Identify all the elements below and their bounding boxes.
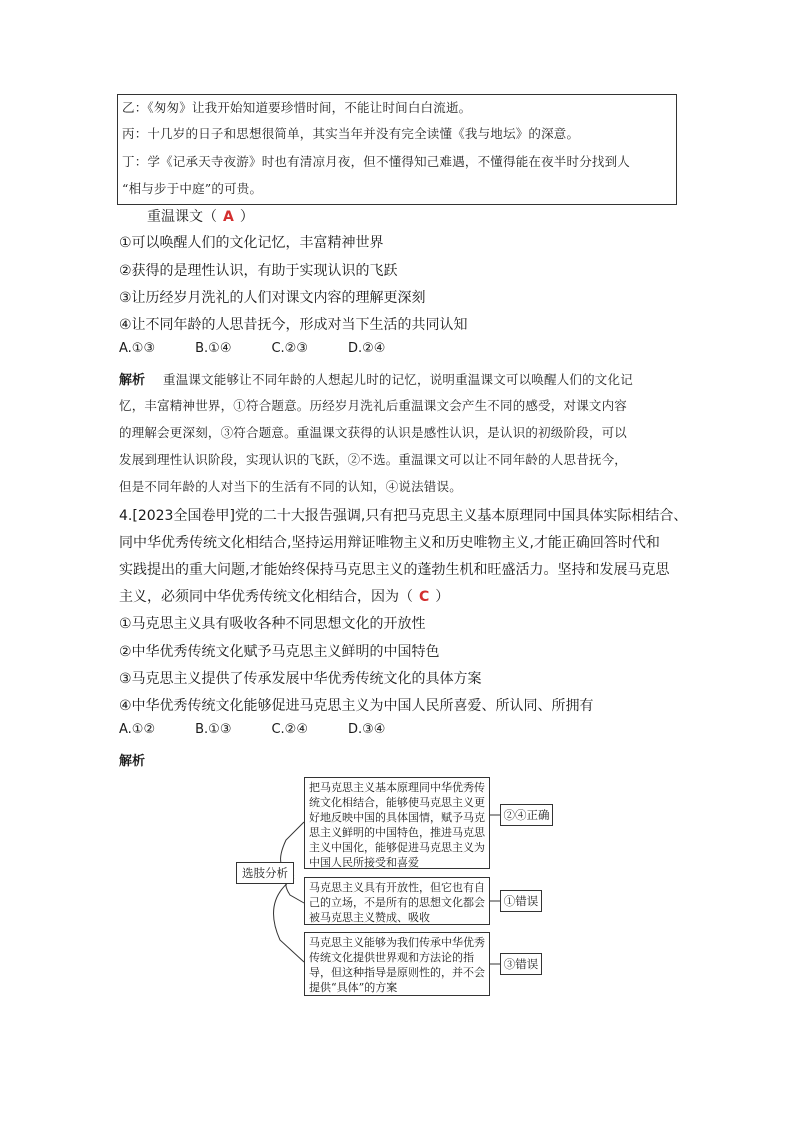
quote-line-ding-2: “相与步于中庭”的可贵。 [122, 181, 263, 196]
q3-analysis-label: 解析 [119, 373, 146, 388]
q4-item-2: ②中华优秀传统文化赋予马克思主义鲜明的中国特色 [119, 644, 440, 660]
q3-option-b: B.①④ [195, 341, 232, 356]
q3-analysis-line-3: 的理解会更深刻，③符合题意。重温课文获得的认识是感性认识，是认识的初级阶段，可以 [119, 425, 628, 440]
q4-stem-line-4: 主义，必须同中华优秀传统文化相结合，因为（ C ） [119, 589, 450, 605]
q3-option-a: A.①③ [119, 341, 156, 356]
connector-branch3 [274, 878, 304, 962]
q3-option-d: D.②④ [348, 341, 386, 356]
q4-item-4: ④中华优秀传统文化能够促进马克思主义为中国人民所喜爱、所认同、所拥有 [119, 698, 594, 714]
q3-analysis-line-5: 但是不同年龄的人对当下的生活有不同的认知，④说法错误。 [119, 479, 462, 494]
q4-option-a: A.①② [119, 722, 156, 737]
q3-item-3: ③让历经岁月洗礼的人们对课文内容的理解更深刻 [119, 290, 426, 306]
q3-analysis-line-4: 发展到理性认识阶段，实现认识的飞跃，②不选。重温课文可以让不同年龄的人思昔抚今， [119, 452, 628, 467]
q4-analysis-label: 解析 [119, 754, 146, 769]
diagram-branch3-box: 马克思主义能够为我们传承中华优秀传统文化提供世界观和方法论的指导，但这种指导是原则性的，并不会提供“具体”的方案 [304, 932, 490, 996]
diagram-branch3-label: ③错误 [500, 953, 542, 975]
diagram-branch1-box: 把马克思主义基本原理同中华优秀传统文化相结合，能够使马克思主义更好地反映中国的具体国情，赋予马克思主义鲜明的中国特色，推进马克思主义中国化，能够促进马克思主义为中国人民所接受和喜爱 [304, 777, 490, 869]
q4-answer: C [419, 589, 430, 605]
q3-item-1: ①可以唤醒人们的文化记忆，丰富精神世界 [119, 235, 384, 251]
q4-item-1: ①马克思主义具有吸收各种不同思想文化的开放性 [119, 616, 426, 632]
q3-item-2: ②获得的是理性认识，有助于实现认识的飞跃 [119, 263, 398, 279]
q4-stem-line-3: 实践提出的重大问题,才能始终保持马克思主义的蓬勃生机和旺盛活力。坚持和发展马克思 [119, 562, 670, 578]
quote-line-yi: 乙：《匆匆》让我开始知道要珍惜时间，不能让时间白白流逝。 [122, 100, 472, 115]
q3-stem: 重温课文（ A ） [147, 209, 254, 225]
q4-item-3: ③马克思主义提供了传承发展中华优秀传统文化的具体方案 [119, 671, 482, 687]
diagram-branch2-label: ①错误 [500, 890, 542, 912]
q4-stem-line-2: 同中华优秀传统文化相结合,坚持运用辩证唯物主义和历史唯物主义,才能正确回答时代和 [119, 535, 660, 551]
q3-answer: A [223, 209, 234, 225]
quote-line-ding-1: 丁：学《记承天寺夜游》时也有清凉月夜，但不懂得知己难遇，不懂得能在夜半时分找到人 [122, 154, 631, 169]
q3-option-c: C.②③ [271, 341, 308, 356]
q4-option-c: C.②④ [271, 722, 308, 737]
diagram-branch1-label: ②④正确 [500, 804, 553, 826]
quote-line-bing: 丙：十几岁的日子和思想很简单，其实当年并没有完全读懂《我与地坛》的深意。 [122, 126, 580, 141]
diagram-root: 选肢分析 [236, 862, 294, 884]
q4-option-d: D.③④ [348, 722, 386, 737]
q3-analysis-line-2: 忆，丰富精神世界，①符合题意。历经岁月洗礼后重温课文会产生不同的感受，对课文内容 [119, 398, 628, 413]
q3-analysis-line-1: 重温课文能够让不同年龄的人想起儿时的记忆，说明重温课文可以唤醒人们的文化记 [163, 372, 633, 387]
q4-stem-line-1: 4.[2023全国卷甲]党的二十大报告强调,只有把马克思主义基本原理同中国具体实际相结合、 [119, 508, 688, 524]
diagram-branch2-box: 马克思主义具有开放性，但它也有自己的立场，不是所有的思想文化都会被马克思主义赞成、吸收 [304, 877, 490, 925]
q3-item-4: ④让不同年龄的人思昔抚今，形成对当下生活的共同认知 [119, 317, 468, 333]
q4-option-b: B.①③ [195, 722, 232, 737]
